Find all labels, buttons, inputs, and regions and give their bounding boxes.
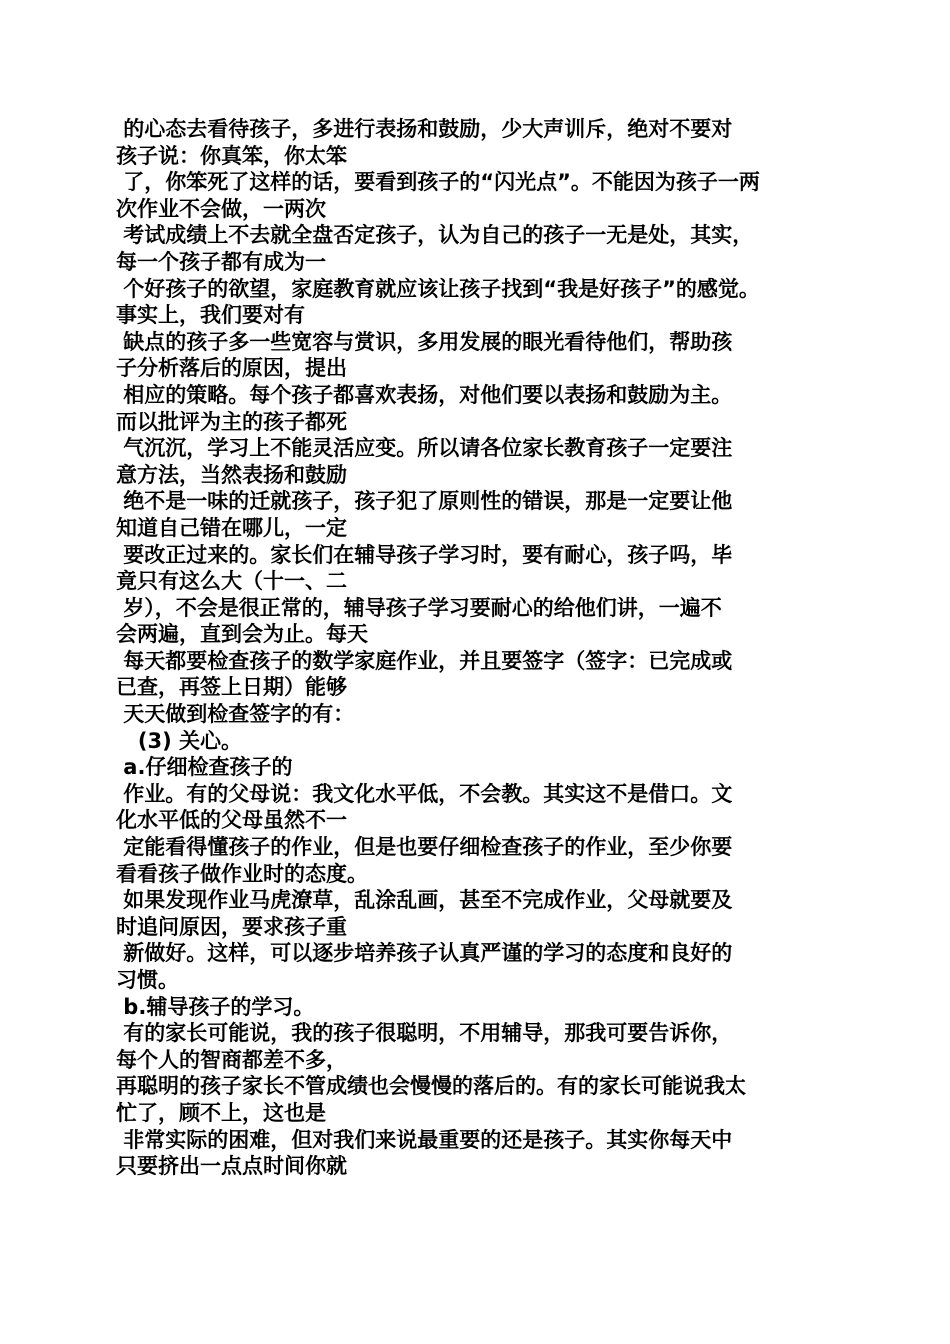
text-line: 次作业不会做，一两次 (116, 196, 326, 221)
text-line: 定能看得懂孩子的作业，但是也要仔细检查孩子的作业，至少你要 (116, 835, 733, 860)
text-line: 每个人的智商都差不多， (116, 1047, 347, 1072)
text-line: 子分析落后的原因，提出 (116, 356, 347, 381)
text-line: 岁），不会是很正常的，辅导孩子学习要耐心的给他们讲，一遍不 (116, 595, 722, 620)
text-line: 事实上，我们要对有 (116, 303, 305, 328)
text-line: 如果发现作业马虎潦草，乱涂乱画，甚至不完成作业，父母就要及 (116, 888, 733, 913)
text-line: 再聪明的孩子家长不管成绩也会慢慢的落后的。有的家长可能说我太 (116, 1074, 746, 1099)
subsection-heading: b.辅导孩子的学习。 (116, 994, 315, 1019)
text-line: 知道自己错在哪儿，一定 (116, 515, 347, 540)
text-line: 化水平低的父母虽然不一 (116, 808, 347, 833)
text-line: 考试成绩上不去就全盘否定孩子，认为自己的孩子一无是处，其实， (116, 223, 754, 248)
text-line: 时追问原因，要求孩子重 (116, 914, 347, 939)
text-line: 只要挤出一点点时间你就 (116, 1154, 347, 1179)
text-line: 孩子说：你真笨，你太笨 (116, 143, 347, 168)
section-heading: (3) 关心。 (116, 728, 243, 753)
text-line: 非常实际的困难，但对我们来说最重要的还是孩子。其实你每天中 (116, 1127, 733, 1152)
text-line: 竟只有这么大（十一、二 (116, 569, 347, 594)
text-line: 新做好。这样，可以逐步培养孩子认真严谨的学习的态度和良好的 (116, 941, 733, 966)
text-line: 已查，再签上日期）能够 (116, 675, 347, 700)
text-line: 作业。有的父母说：我文化水平低，不会教。其实这不是借口。文 (116, 781, 733, 806)
text-line: 每一个孩子都有成为一 (116, 249, 326, 274)
text-line: 了，你笨死了这样的话，要看到孩子的“闪光点”。不能因为孩子一两 (116, 170, 760, 195)
body-text (116, 116, 846, 1180)
text-line: 意方法，当然表扬和鼓励 (116, 462, 347, 487)
text-line: 看看孩子做作业时的态度。 (116, 861, 368, 886)
text-line: 会两遍，直到会为止。每天 (116, 622, 368, 647)
text-line: 有的家长可能说，我的孩子很聪明，不用辅导，那我可要告诉你， (116, 1021, 733, 1046)
text-line: 绝不是一味的迁就孩子，孩子犯了原则性的错误，那是一定要让他 (116, 489, 733, 514)
subsection-heading: a.仔细检查孩子的 (116, 755, 293, 780)
text-line: 缺点的孩子多一些宽容与赏识，多用发展的眼光看待他们，帮助孩 (116, 329, 733, 354)
text-line: 个好孩子的欲望，家庭教育就应该让孩子找到“我是好孩子”的感觉。 (116, 276, 760, 301)
text-line: 气沉沉，学习上不能灵活应变。所以请各位家长教育孩子一定要注 (116, 436, 733, 461)
text-line: 相应的策略。每个孩子都喜欢表扬，对他们要以表扬和鼓励为主。 (116, 382, 733, 407)
text-line: 而以批评为主的孩子都死 (116, 409, 347, 434)
text-line: 每天都要检查孩子的数学家庭作业，并且要签字（签字：已完成或 (116, 648, 733, 673)
text-line: 习惯。 (116, 968, 179, 992)
text-line: 天天做到检查签字的有： (116, 702, 355, 727)
text-line: 要改正过来的。家长们在辅导孩子学习时，要有耐心，孩子吗，毕 (116, 542, 733, 567)
text-line: 的心态去看待孩子，多进行表扬和鼓励，少大声训斥，绝对不要对 (116, 117, 733, 141)
text-line: 忙了，顾不上，这也是 (116, 1100, 326, 1125)
